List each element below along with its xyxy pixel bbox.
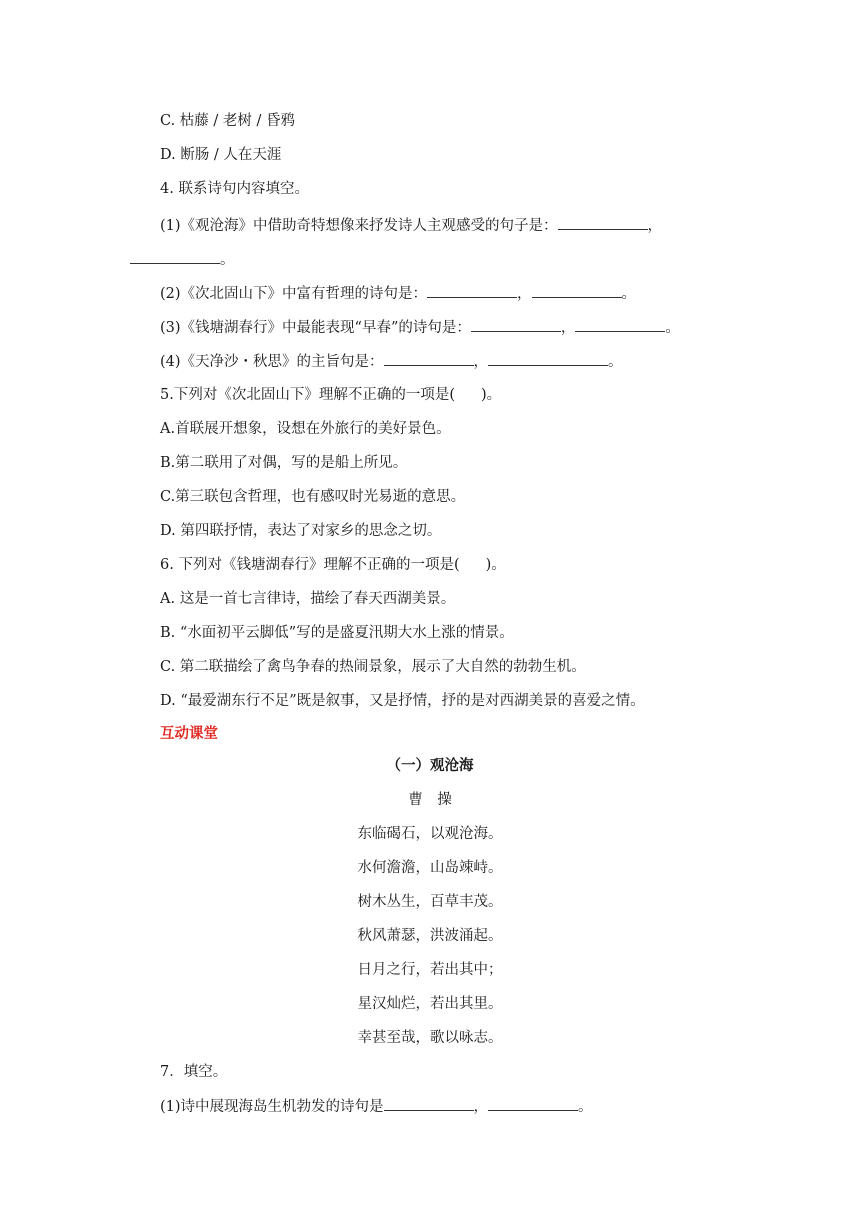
- period: 。: [578, 1099, 593, 1115]
- comma: ，: [517, 286, 532, 302]
- question-4-part-1-text: (1)《观沧海》中借助奇特想像来抒发诗人主观感受的句子是：: [160, 218, 558, 234]
- section-heading: 互动课堂: [160, 726, 218, 742]
- answer-blank[interactable]: [532, 283, 622, 298]
- question-6-option-a: A. 这是一首七言律诗，描绘了春天西湖美景。: [160, 591, 456, 607]
- poem-line: 树木丛生，百草丰茂。: [357, 894, 503, 910]
- period: 。: [621, 286, 637, 302]
- question-6-stem: [160, 555, 506, 575]
- answer-blank[interactable]: [130, 249, 220, 264]
- question-6-option-d: D. “最爱湖东行不足”既是叙事，又是抒情，抒的是对西湖美景的喜爱之情。: [160, 693, 645, 709]
- answer-blank[interactable]: [384, 1096, 474, 1111]
- question-6-stem-end: )。: [485, 557, 506, 573]
- answer-blank[interactable]: [384, 351, 474, 366]
- question-4-part-1: [160, 215, 662, 236]
- option-d-prev: D. 断肠 / 人在天涯: [160, 147, 282, 163]
- question-5-option-c: C.第三联包含哲理，也有感叹时光易逝的意思。: [160, 489, 466, 505]
- question-4-part-4-text: (4)《天净沙・秋思》的主旨句是：: [160, 354, 384, 370]
- question-4-part-2: [160, 283, 636, 304]
- question-4-part-3: [160, 317, 680, 338]
- question-5-option-d: D. 第四联抒情，表达了对家乡的思念之切。: [160, 523, 442, 539]
- answer-blank[interactable]: [488, 351, 608, 366]
- poem-line: 秋风萧瑟，洪波涌起。: [357, 928, 503, 944]
- poem-title: （一）观沧海: [386, 758, 474, 774]
- comma: ，: [473, 1099, 489, 1115]
- answer-blank[interactable]: [427, 283, 517, 298]
- answer-blank[interactable]: [558, 215, 648, 230]
- comma: ，: [560, 320, 576, 336]
- poem-line: 水何澹澹，山岛竦峙。: [357, 860, 503, 876]
- poem-line: 星汉灿烂，若出其里。: [357, 996, 503, 1012]
- question-5-option-b: B.第二联用了对偶，写的是船上所见。: [160, 455, 408, 471]
- question-7-stem: 7．填空。: [160, 1064, 228, 1080]
- period: 。: [665, 320, 680, 336]
- answer-blank[interactable]: [471, 317, 561, 332]
- question-4-part-2-text: (2)《次北固山下》中富有哲理的诗句是：: [160, 286, 428, 302]
- poem-author: 曹 操: [408, 792, 452, 808]
- question-5-stem: [160, 385, 501, 405]
- period: 。: [608, 354, 623, 370]
- comma: ，: [647, 218, 663, 234]
- option-c-prev: C. 枯藤 / 老树 / 昏鸦: [160, 113, 296, 129]
- question-7-part-1: [160, 1096, 593, 1117]
- poem-line: 日月之行，若出其中；: [357, 962, 503, 978]
- period: 。: [220, 252, 235, 268]
- question-4-part-1-cont: [130, 249, 235, 270]
- question-5-option-a: A.首联展开想象，设想在外旅行的美好景色。: [160, 421, 451, 437]
- answer-blank[interactable]: [488, 1096, 578, 1111]
- answer-blank[interactable]: [575, 317, 665, 332]
- question-6-option-c: C. 第二联描绘了禽鸟争春的热闹景象，展示了大自然的勃勃生机。: [160, 659, 586, 675]
- question-6-stem-text: 6. 下列对《钱塘湖春行》理解不正确的一项是(: [160, 557, 460, 573]
- question-6-option-b: B. “水面初平云脚低”写的是盛夏汛期大水上涨的情景。: [160, 625, 514, 641]
- poem-line: 幸甚至哉，歌以咏志。: [357, 1030, 503, 1046]
- comma: ，: [473, 354, 489, 370]
- question-4-stem: 4. 联系诗句内容填空。: [160, 181, 309, 197]
- poem-line: 东临碣石，以观沧海。: [357, 826, 503, 842]
- question-5-stem-end: )。: [481, 387, 502, 403]
- question-5-stem-text: 5.下列对《次北固山下》理解不正确的一项是(: [160, 387, 455, 403]
- question-4-part-3-text: (3)《钱塘湖春行》中最能表现“早春”的诗句是：: [160, 320, 471, 336]
- question-7-part-1-text: (1)诗中展现海岛生机勃发的诗句是: [160, 1099, 384, 1115]
- question-4-part-4: [160, 351, 623, 372]
